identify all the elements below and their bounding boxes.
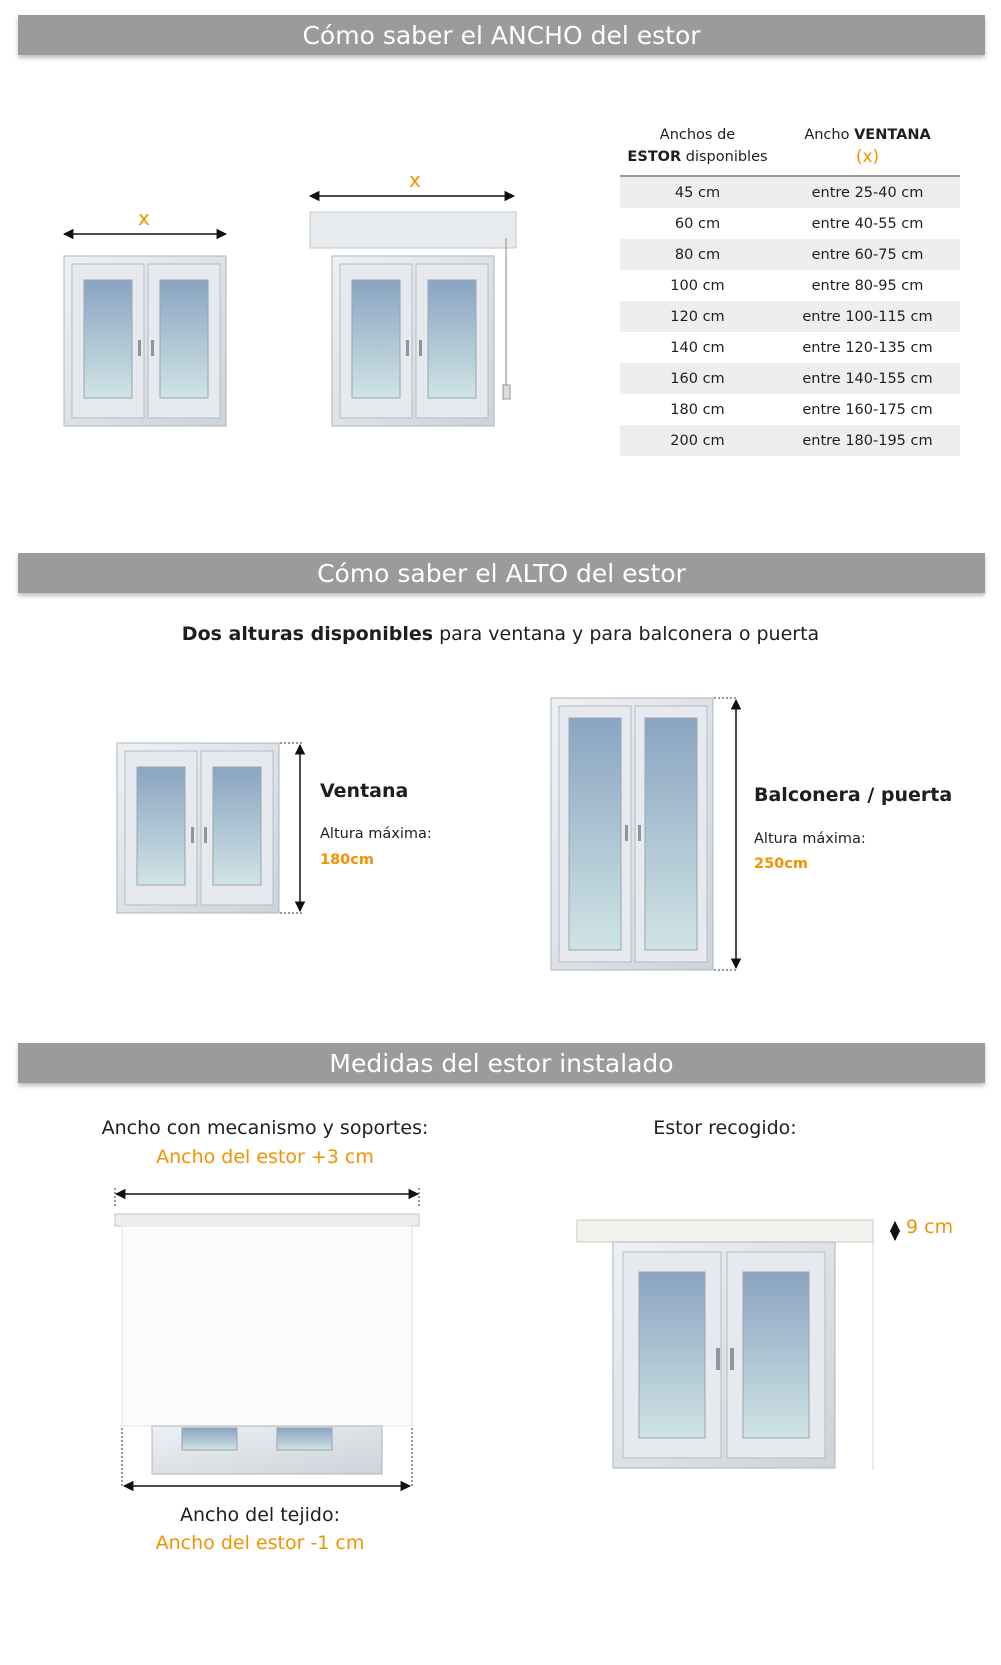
ventana-max-value: 180cm — [320, 852, 374, 868]
section-title-ancho: Cómo saber el ANCHO del estor — [18, 15, 985, 55]
ventana-max-label: Altura máxima: — [320, 826, 432, 842]
table-cell-estor: 180 cm — [670, 401, 725, 418]
table-cell-ventana: entre 40-55 cm — [811, 215, 924, 232]
balconera-illustration — [550, 697, 750, 972]
alto-subtitle: Dos alturas disponibles para ventana y para balconera o puerta — [181, 623, 820, 645]
table-cell-estor: 120 cm — [620, 301, 775, 332]
balconera-label: Balconera / puerta — [754, 784, 953, 806]
recogido-label: Estor recogido: — [653, 1117, 797, 1139]
balconera-max-value: 250cm — [754, 856, 808, 872]
ancho-mecanismo-label: Ancho con mecanismo y soportes: — [101, 1117, 429, 1139]
installed-blind-illustration — [112, 1188, 422, 1493]
table-row — [620, 363, 960, 394]
table-cell-ventana: entre 60-75 cm — [775, 239, 960, 270]
table-cell-ventana: entre 100-115 cm — [775, 301, 960, 332]
rolled-blind-illustration — [575, 1208, 895, 1478]
window-illustration-left — [60, 228, 230, 428]
table-cell-ventana: entre 140-155 cm — [775, 363, 960, 394]
table-cell-estor: 100 cm — [670, 277, 725, 294]
table-cell-estor: 60 cm — [674, 215, 721, 232]
tejido-label: Ancho del tejido: — [179, 1504, 341, 1526]
table-row — [620, 176, 960, 208]
ventana-illustration — [116, 742, 316, 917]
tejido-value: Ancho del estor -1 cm — [155, 1532, 365, 1554]
table-row — [620, 394, 960, 425]
table-cell-estor: 140 cm — [670, 339, 725, 356]
table-header-ventana: Ancho VENTANA (x) — [775, 118, 960, 176]
table-cell-estor: 160 cm — [620, 363, 775, 394]
window-with-blind-illustration — [308, 190, 528, 430]
table-row — [620, 301, 960, 332]
balconera-max-label: Altura máxima: — [754, 831, 866, 847]
ancho-mecanismo-value: Ancho del estor +3 cm — [156, 1146, 374, 1168]
table-cell-estor: 200 cm — [620, 425, 775, 456]
table-cell-ventana: entre 120-135 cm — [802, 339, 933, 356]
table-row — [620, 239, 960, 270]
width-x-label-left: x — [138, 206, 150, 230]
section-title-medidas: Medidas del estor instalado — [18, 1043, 985, 1083]
recogido-value: 9 cm — [906, 1216, 954, 1238]
width-table — [620, 118, 960, 456]
ventana-label: Ventana — [320, 780, 409, 802]
table-cell-ventana: entre 160-175 cm — [802, 401, 933, 418]
table-cell-estor: 45 cm — [620, 176, 775, 208]
table-header-estor: Anchos de ESTOR disponibles — [620, 118, 775, 176]
table-row — [620, 270, 960, 301]
table-row — [620, 425, 960, 456]
table-cell-ventana: entre 180-195 cm — [775, 425, 960, 456]
table-cell-estor: 80 cm — [620, 239, 775, 270]
width-x-label-right: x — [409, 168, 421, 192]
section-title-alto: Cómo saber el ALTO del estor — [18, 553, 985, 593]
table-cell-ventana: entre 80-95 cm — [811, 277, 924, 294]
table-cell-ventana: entre 25-40 cm — [775, 176, 960, 208]
table-row — [620, 208, 960, 239]
table-row — [620, 332, 960, 363]
